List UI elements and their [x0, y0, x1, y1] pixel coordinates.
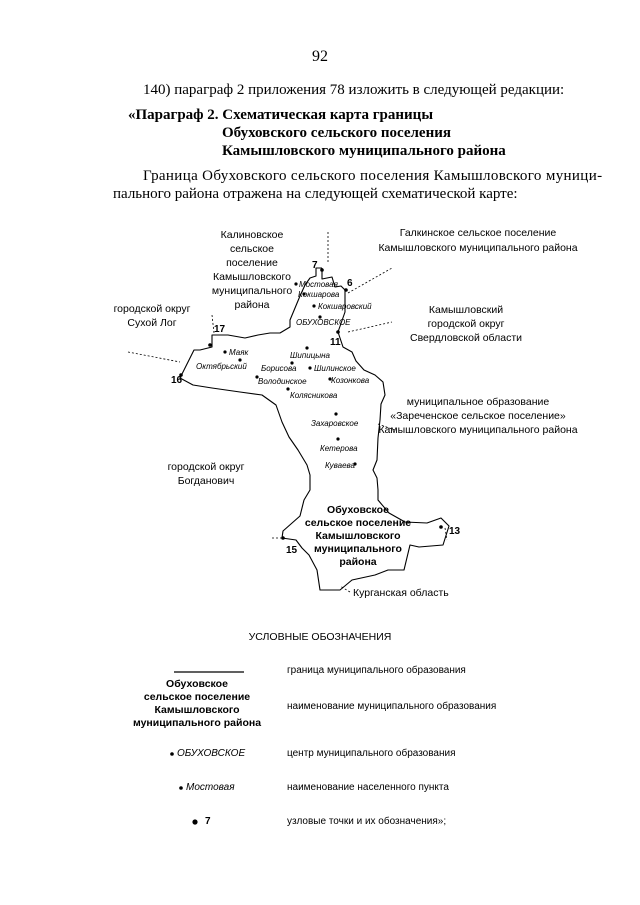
node-dot-7: [320, 268, 324, 272]
kalinovskoe-l2: сельское: [230, 243, 274, 255]
settlement-zakharovskoe: Захаровское: [311, 419, 359, 428]
settlement-keterova: Кетерова: [320, 444, 358, 453]
heading-line-1: «Параграф 2. Схематическая карта границы: [128, 107, 434, 123]
settlement-koksharovsky: Кокшаровский: [318, 302, 372, 311]
node-16: 16: [171, 375, 183, 386]
heading-line-2: Обуховского сельского поселения: [222, 125, 451, 141]
kamyshlov-l2: городской округ: [427, 318, 505, 330]
legend-name-l1: Обуховское: [166, 678, 228, 690]
node-15: 15: [286, 545, 298, 556]
district-name-label: [305, 504, 411, 568]
legend-center-dot: [170, 752, 174, 756]
heading-line-3: Камышловского муниципального района: [222, 143, 506, 159]
settlement-mostovaya: Мостовая: [299, 280, 338, 289]
kamyshlov-l1: Камышловский: [428, 304, 504, 316]
legend-settlement-dot: [179, 786, 183, 790]
sukhoi-log-l2: Сухой Лог: [127, 317, 177, 329]
paragraph-line-2: пального района отражена на следующей схематической карте:: [113, 186, 518, 202]
settlement-volodinskoe: Володинское: [258, 377, 307, 386]
settlement-mayak: Маяк: [229, 348, 249, 357]
legend-node-sample: 7: [205, 816, 211, 827]
paragraph-line-1: Граница Обуховского сельского поселения Камышловского муници-: [143, 168, 603, 184]
settlement-oktyabrsky: Октябрьский: [196, 362, 247, 371]
nodes: [171, 260, 461, 556]
kalinovskoe-l5: муниципального: [211, 285, 293, 297]
neighbor-zarechenskoe: [378, 396, 577, 436]
legend-node-dot: [192, 819, 197, 824]
zarechenskoe-l1: муниципальное образование: [406, 396, 550, 408]
neighbor-galkinskoe: [378, 227, 577, 254]
legend-center-desc: центр муниципального образования: [287, 748, 456, 759]
zarechenskoe-l3: Камышловского муниципального района: [378, 424, 578, 436]
node-dot-15: [281, 536, 285, 540]
legend-name-l2: сельское поселение: [143, 691, 251, 703]
settlement-dot-koksharovsky: [312, 304, 315, 307]
kalinovskoe-l3: поселение: [226, 257, 278, 269]
node-dot-13: [439, 525, 443, 529]
kalinovskoe-l4: Камышловского: [213, 271, 291, 283]
district-label-l2: сельское поселение: [304, 517, 412, 529]
legend-node-desc: узловые точки и их обозначения»;: [287, 816, 447, 827]
legend-name-l3: Камышловского: [154, 704, 240, 716]
kalinovskoe-l6: района: [234, 299, 270, 311]
node-7: 7: [312, 260, 318, 271]
node-dot-11: [336, 330, 340, 334]
bogdanovich-l1: городской округ: [167, 461, 245, 473]
settlement-kolyasnikova: Колясникова: [290, 391, 338, 400]
bogdanovich-l2: Богданович: [177, 475, 235, 487]
legend-settlement-desc: наименование населенного пункта: [287, 782, 449, 793]
settlement-dot-zakharovskoe: [334, 412, 337, 415]
legend-name-sample: [122, 678, 272, 730]
legend-name-l4: муниципального района: [132, 717, 262, 729]
settlement-dot-mostovaya: [294, 282, 297, 285]
settlement-kuvaeva: Куваева: [325, 461, 355, 470]
district-label-l3: Камышловского: [315, 530, 401, 542]
legend-title: УСЛОВНЫЕ ОБОЗНАЧЕНИЯ: [248, 631, 392, 643]
legend-settlement-sample: Мостовая: [186, 782, 235, 793]
node-11: 11: [330, 337, 341, 348]
galkinskoe-l1: Галкинское сельское поселение: [399, 227, 557, 239]
settlement-dot-mayak: [223, 350, 226, 353]
zarechenskoe-l2: «Зареченское сельское поселение»: [390, 410, 566, 422]
kalinovskoe-l1: Калиновское: [220, 229, 284, 241]
node-6: 6: [347, 278, 353, 289]
neighbor-bogdanovich: [168, 461, 245, 487]
legend-name-desc: наименование муниципального образования: [287, 701, 497, 712]
neighbor-sukhoi-log: [114, 303, 191, 329]
galkinskoe-l2: Камышловского муниципального района: [378, 242, 578, 254]
settlement-dot-keterova: [336, 437, 339, 440]
settlements: [196, 280, 372, 470]
settlement-dot-shipitsyna: [305, 346, 308, 349]
settlement-shilinskoe: Шилинское: [314, 364, 356, 373]
district-label-l5: района: [339, 556, 377, 568]
settlement-obukhovskoe: ОБУХОВСКОЕ: [296, 318, 351, 327]
district-label-l1: Обуховское: [327, 504, 389, 516]
settlement-kozonkova: Козонкова: [331, 376, 370, 385]
neighbor-kamyshlov: [410, 304, 522, 344]
node-dot-17: [208, 343, 212, 347]
legend-boundary-desc: граница муниципального образования: [287, 665, 466, 676]
settlement-dot-shilinskoe: [308, 366, 311, 369]
amendment-line: 140) параграф 2 приложения 78 изложить в следующей редакции:: [143, 82, 565, 98]
settlement-koksharova: Кокшарова: [298, 290, 340, 299]
node-13: 13: [449, 526, 461, 537]
settlement-shipitsyna: Шипицына: [290, 351, 330, 360]
sukhoi-log-l1: городской округ: [113, 303, 191, 315]
kamyshlov-l3: Свердловской области: [409, 332, 523, 344]
legend-center-sample: ОБУХОВСКОЕ: [177, 748, 246, 759]
settlement-borisova: Борисова: [261, 364, 297, 373]
neighbor-kurgan: Курганская область: [353, 587, 449, 599]
page-number: 92: [312, 48, 328, 65]
district-label-l4: муниципального: [314, 543, 402, 555]
neighbor-kalinovskoe: [212, 229, 292, 311]
node-17: 17: [214, 324, 226, 335]
